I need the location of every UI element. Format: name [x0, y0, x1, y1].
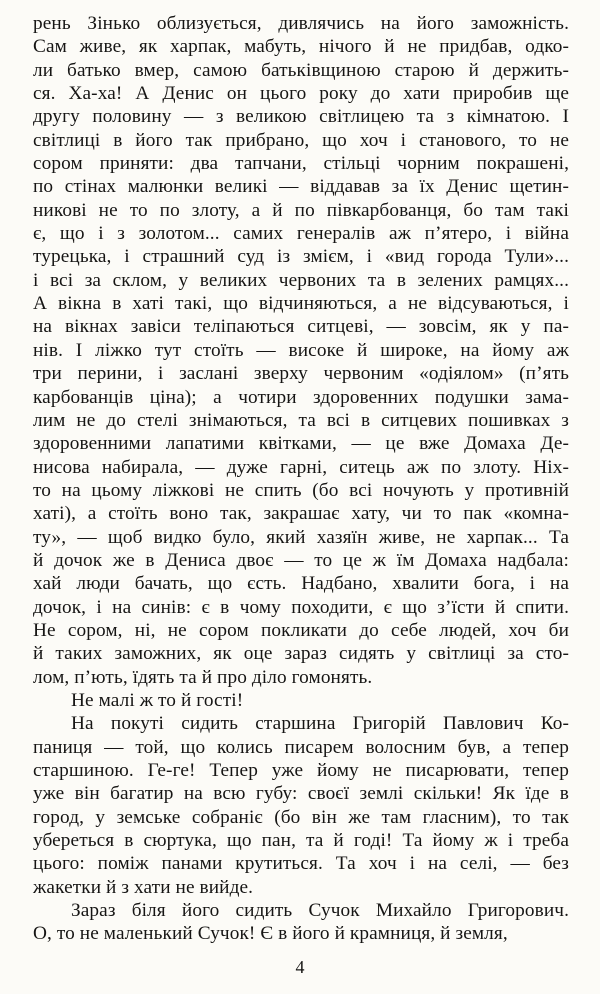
text-line: є, що і з золотом... самих генералів аж п’ятеро, і війна	[33, 223, 569, 245]
paragraph	[33, 689, 569, 712]
text-line: світлиці в його так прибрано, що хоч і станового, то не	[33, 129, 569, 151]
text-line: на вікнах завіси теліпаються ситцеві, — зовсім, як у па-	[33, 316, 569, 338]
text-line: никові не то по злоту, а й по півкарбованця, бо там такі	[33, 199, 569, 221]
text-line: сором приняти: два тапчани, стільці чорним покрашені,	[33, 153, 569, 175]
text-line: турецька, і страшний суд із змієм, і «вид города Тули»...	[33, 246, 569, 268]
text-line: карбованців ціна); а чотири здоровенних подушки зама-	[33, 386, 569, 408]
text-line: нів. І ліжко тут стоїть — високе й широке, на йому аж	[33, 339, 569, 361]
text-line: нисова набирала, — дуже гарні, ситець аж по злоту. Ніх-	[33, 456, 569, 478]
text-line: хай люди бачать, що єсть. Надбано, хвалити бога, і на	[33, 573, 569, 595]
text-line: по стінах малюнки великі — віддавав за їх Денис щетин-	[33, 176, 569, 198]
page-number: 4	[295, 957, 305, 977]
text-line: й дочок же в Дениса двоє — то це ж їм Домаха надбала:	[33, 549, 569, 571]
text-line: здоровенними лапатими квітками, — це вже Домаха Де-	[33, 433, 569, 455]
text-line: і всі за склом, у великих червоних та в зелених рамцях...	[33, 269, 569, 291]
text-line: хаті), а стоїть воно так, закрашає хату, чи то пак «комна-	[33, 503, 569, 525]
text-line: ли батько вмер, самою батьківщиною старою й держить-	[33, 59, 569, 81]
text-line: Сам живе, як харпак, мабуть, нічого й не придбав, одко-	[33, 36, 569, 58]
text-line: три перини, і заслані зверху червоним «одіялом» (п’ять	[33, 363, 569, 385]
text-line: цього: поміж панами крутиться. Та хоч і на селі, — без	[33, 853, 569, 875]
page-text	[33, 12, 569, 946]
text-line: то на цьому ліжкові не спить (бо всі ночують у противній	[33, 479, 569, 501]
text-line: старшиною. Ге-ге! Тепер уже йому не писарювати, тепер	[33, 760, 569, 781]
text-line: убереться в сюртука, що пан, та й годі! Та йому ж і треба	[33, 830, 569, 852]
text-line: дочок, і на синів: є в чому походити, є що з’їсти й спити.	[33, 596, 569, 618]
text-line: лом, п’ють, їдять та й про діло гомонять.	[33, 666, 373, 688]
text-line: город, у земське собраніє (бо він же там гласним), то так	[33, 806, 569, 828]
text-line: уже він багатир на всю губу: своєї землі скільки! Як їде в	[33, 783, 569, 805]
text-line: другу половину — з великою світлицею та з кімнатою. І	[33, 106, 569, 128]
text-line: Не малі ж то й гості!	[71, 689, 244, 711]
text-line: О, то не маленький Сучок! Є в його й крамниця, й земля,	[33, 923, 508, 945]
text-line: ту», — щоб видко було, який хазяїн живе, не харпак... Та	[33, 526, 569, 548]
text-line: На покуті сидить старшина Григорій Павлович Ко-	[71, 713, 569, 735]
text-line: жакетки й з хати не вийде.	[33, 876, 254, 898]
text-line: ся. Ха-ха! А Денис он цього року до хати приробив ще	[33, 83, 569, 105]
text-line: рень Зінько облизується, дивлячись на його заможність.	[33, 13, 569, 34]
text-line: А вікна в хаті такі, що відчиняються, а не відсуваються, і	[33, 293, 569, 315]
paragraph	[33, 12, 569, 689]
paragraph	[33, 712, 569, 899]
text-line: лим не до стелі знімаються, та всі в ситцевих пошивках з	[33, 409, 569, 431]
text-line: паниця — той, що колись писарем волосним був, а тепер	[33, 736, 569, 758]
paragraph	[33, 899, 569, 946]
text-line: й таких заможних, як оце зараз сидять у світлиці за сто-	[33, 643, 569, 665]
text-line: Зараз біля його сидить Сучок Михайло Григорович.	[71, 900, 569, 922]
text-line: Не сором, ні, не сором покликати до себе людей, хоч би	[33, 619, 569, 641]
